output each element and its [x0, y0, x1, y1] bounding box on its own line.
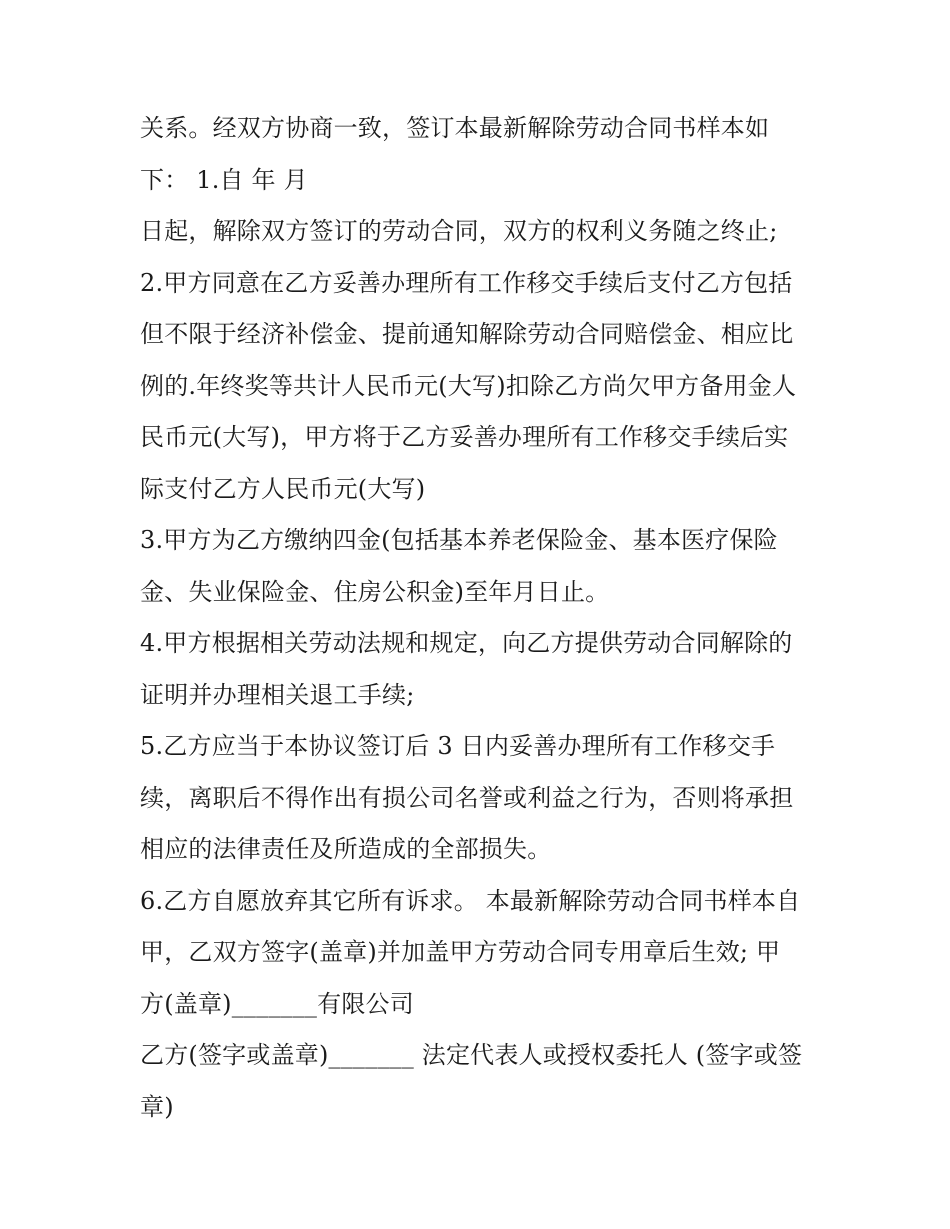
text-line: 但不限于经济补偿金、提前通知解除劳动合同赔偿金、相应比: [140, 320, 794, 348]
text-line: 5.乙方应当于本协议签订后 3 日内妥善办理所有工作移交手: [140, 732, 776, 760]
text-line: 6.乙方自愿放弃其它所有诉求。 本最新解除劳动合同书样本自: [140, 886, 801, 915]
text-line: 续，离职后不得作出有损公司名誉或利益之行为，否则将承担: [140, 783, 794, 812]
text-line: 2.甲方同意在乙方妥善办理所有工作移交手续后支付乙方包括: [140, 268, 793, 297]
text-line: 关系。经双方协商一致，签订本最新解除劳动合同书样本如: [140, 114, 770, 142]
text-line: 下： 1.自 年 月: [140, 165, 308, 194]
text-line: 日起，解除双方签订的劳动合同，双方的权利义务随之终止;: [140, 217, 778, 245]
text-line: 民币元(大写)，甲方将于乙方妥善办理所有工作移交手续后实: [140, 423, 789, 451]
text-line: 金、失业保险金、住房公积金)至年月日止。: [140, 577, 610, 606]
text-line: 甲，乙双方签字(盖章)并加盖甲方劳动合同专用章后生效; 甲: [140, 938, 781, 966]
text-line: 际支付乙方人民币元(大写): [140, 474, 426, 503]
document-body: [140, 103, 830, 1133]
text-line: 例的.年终奖等共计人民币元(大写)扣除乙方尚欠甲方备用金人: [140, 371, 797, 400]
text-line: 证明并办理相关退工手续;: [140, 680, 415, 709]
text-line: 乙方(签字或盖章)_______ 法定代表人或授权委托人 (签字或签: [140, 1041, 803, 1069]
text-line: 4.甲方根据相关劳动法规和规定，向乙方提供劳动合同解除的: [140, 629, 793, 657]
text-line: 3.甲方为乙方缴纳四金(包括基本养老保险金、基本医疗保险: [140, 526, 778, 554]
text-line: 章): [140, 1092, 174, 1121]
text-line: 相应的法律责任及所造成的全部损失。: [140, 835, 552, 863]
text-line: 方(盖章)_______有限公司: [140, 989, 414, 1018]
